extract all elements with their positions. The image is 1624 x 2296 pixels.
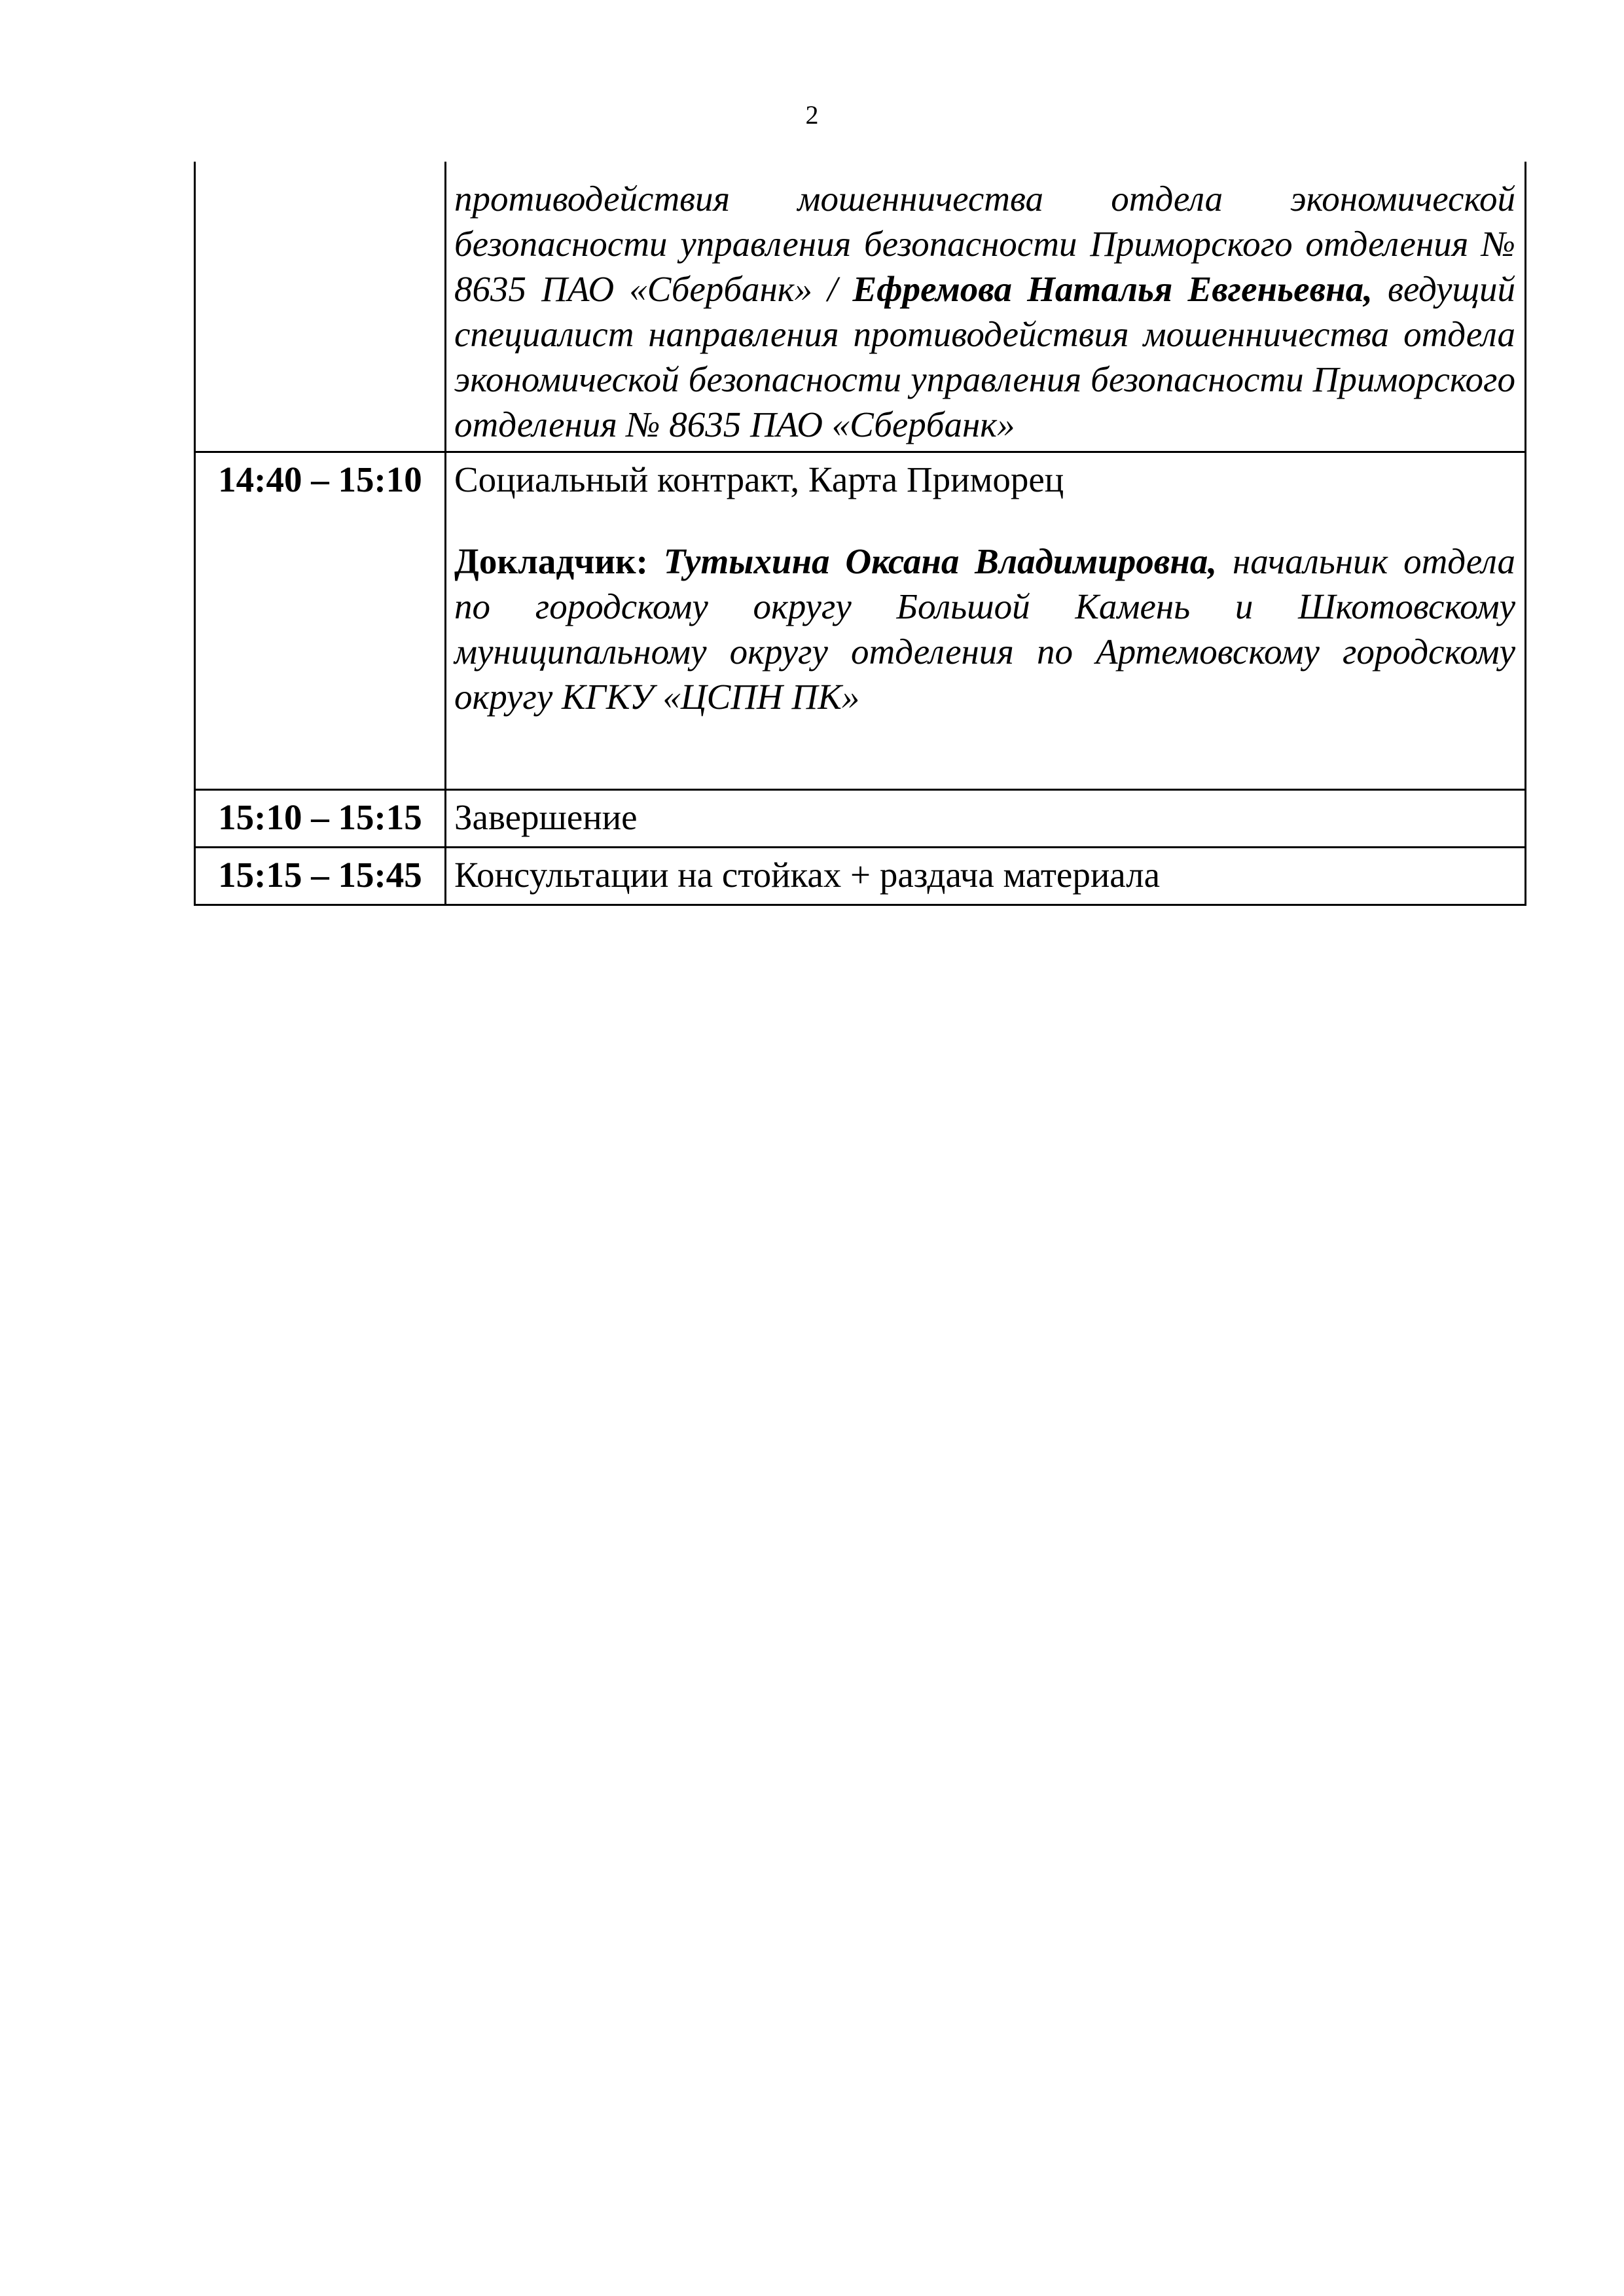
topic-title: Завершение bbox=[446, 790, 1526, 848]
topic-title: Социальный контракт, Карта Приморец bbox=[454, 459, 1064, 499]
speaker-role-text: начальник отдела по городскому округу Большой Камень и Шкотовскому муниципальному округу отделения по Артемовскому городскому округу КГКУ «ЦСПН ПК» bbox=[454, 541, 1515, 717]
table-row bbox=[195, 162, 1526, 452]
speaker-name: Тутыхина Оксана Владимировна, bbox=[663, 541, 1218, 581]
speaker-role-text: противодействия мошенничества отдела экономической безопасности управления безопасности Приморского отделения № 8635 ПАО «Сбербанк» / bbox=[454, 179, 1515, 309]
time-cell: 14:40 – 15:10 bbox=[195, 452, 446, 790]
table-row bbox=[195, 790, 1526, 848]
schedule-table bbox=[194, 162, 1526, 906]
table-row bbox=[195, 848, 1526, 905]
speaker-label: Докладчик: bbox=[454, 541, 648, 581]
topic-title: Консультации на стойках + раздача материала bbox=[446, 848, 1526, 905]
time-cell bbox=[195, 162, 446, 452]
speaker-role-text: ведущий специалист направления противодействия мошенничества отдела экономической безопасности управления безопасности Приморского отделения № 8635 ПАО «Сбербанк» bbox=[454, 269, 1515, 444]
speaker-name: Ефремова Наталья Евгеньевна, bbox=[852, 269, 1373, 309]
table-row bbox=[195, 452, 1526, 790]
content-cell bbox=[446, 162, 1526, 452]
content-cell bbox=[446, 452, 1526, 790]
time-cell: 15:10 – 15:15 bbox=[195, 790, 446, 848]
time-cell: 15:15 – 15:45 bbox=[195, 848, 446, 905]
spacer bbox=[454, 502, 1515, 539]
page-number: 2 bbox=[805, 100, 819, 130]
speaker-block bbox=[454, 539, 1515, 719]
